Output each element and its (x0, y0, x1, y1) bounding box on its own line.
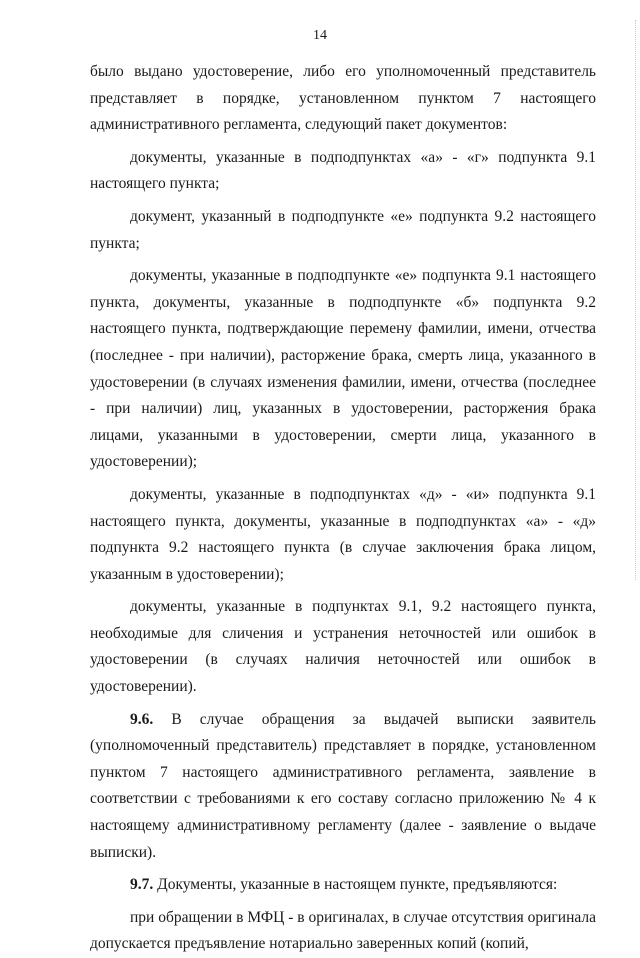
document-body (90, 59, 596, 958)
section-text: В случае обращения за выдачей выписки заявитель (уполномоченный представитель) представляет в порядке, установленном пунктом 7 настоящего административного регламента, заявление в соответствии с требованиями к его составу согласно приложению № 4 к настоящему административному регламенту (далее - заявление о выдаче выписки). (90, 710, 596, 861)
section-9-7 (90, 872, 596, 899)
paragraph-list-item-3: документы, указанные в подподпункте «е» подпункта 9.1 настоящего пункта, документы, указанные в подподпункте «б» подпункта 9.2 настоящего пункта, подтверждающие перемену фамилии, имени, отчества (последнее - при наличии), расторжение брака, смерть лица, указанного в удостоверении (в случаях изменения фамилии, имени, отчества (последнее - при наличии) лиц, указанных в удостоверении, расторжения брака лицами, указанными в удостоверении, смерти лица, указанного в удостоверении); (90, 267, 596, 471)
page-number: 14 (313, 28, 327, 43)
paragraph-intro: было выдано удостоверение, либо его уполномоченный представитель представляет в порядке, установленном пунктом 7 настоящего административного регламента, следующий пакет документов: (90, 63, 596, 134)
scan-edge-divider (634, 20, 636, 580)
paragraph-list-item-5: документы, указанные в подпунктах 9.1, 9.2 настоящего пункта, необходимые для сличения и устранения неточностей или ошибок в удостоверении (в случаях наличия неточностей или ошибок в удостоверении). (90, 598, 596, 696)
paragraph-list-item-4: документы, указанные в подподпунктах «д» - «и» подпункта 9.1 настоящего пункта, документы, указанные в подподпунктах «а» - «д» подпункта 9.2 настоящего пункта (в случае заключения брака лицом, указанным в удостоверении); (90, 485, 596, 583)
paragraph-mfc: при обращении в МФЦ - в оригиналах, в случае отсутствия оригинала допускается предъявление нотариально заверенных копий (копий, (90, 908, 596, 953)
section-text: Документы, указанные в настоящем пункте, предъявляются: (153, 876, 558, 894)
section-number: 9.6. (130, 710, 154, 728)
section-number: 9.7. (130, 876, 154, 894)
paragraph-list-item-1: документы, указанные в подподпунктах «а» - «г» подпункта 9.1 настоящего пункта; (90, 148, 596, 193)
paragraph-list-item-2: документ, указанный в подподпункте «е» подпункта 9.2 настоящего пункта; (90, 207, 596, 252)
section-9-6 (90, 707, 596, 867)
